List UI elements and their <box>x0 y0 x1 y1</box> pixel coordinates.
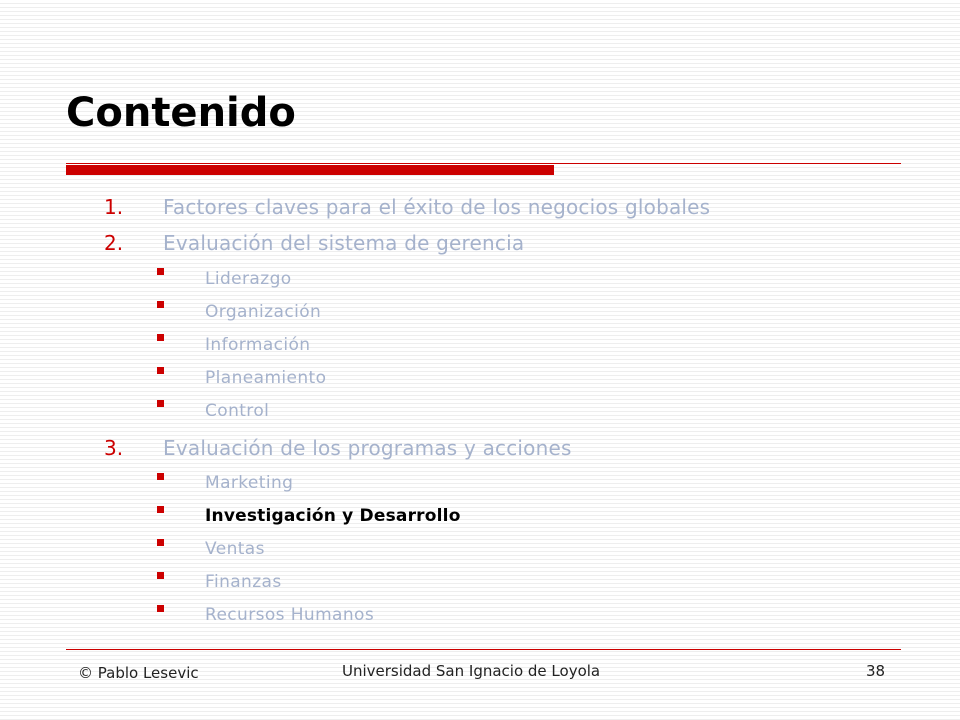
square-bullet-icon <box>157 506 164 513</box>
outline-item-text: Factores claves para el éxito de los negocios globales <box>163 195 711 219</box>
subitem-label: Finanzas <box>205 572 282 592</box>
footer-page-number: 38 <box>866 662 886 680</box>
square-bullet-icon <box>157 539 164 546</box>
subitem-label: Organización <box>205 302 322 322</box>
square-bullet-icon <box>157 400 164 407</box>
title-accent-bar <box>66 165 554 175</box>
square-bullet-icon <box>157 301 164 308</box>
subitem-label-active: Investigación y Desarrollo <box>205 506 461 526</box>
square-bullet-icon <box>157 334 164 341</box>
title-underline-rule <box>66 163 901 164</box>
subitem-label: Ventas <box>205 539 265 559</box>
footer-rule <box>66 649 901 650</box>
subitem-label: Control <box>205 401 270 421</box>
subitem-label: Marketing <box>205 473 294 493</box>
outline-item-text: Evaluación de los programas y acciones <box>163 436 572 460</box>
subitem-label: Planeamiento <box>205 368 327 388</box>
slide-title: Contenido <box>66 90 296 136</box>
subitem-label: Información <box>205 335 311 355</box>
square-bullet-icon <box>157 572 164 579</box>
outline-item-number: 1. <box>104 195 124 219</box>
outline-item-number: 2. <box>104 231 124 255</box>
outline-item-number: 3. <box>104 436 124 460</box>
square-bullet-icon <box>157 605 164 612</box>
footer-institution: Universidad San Ignacio de Loyola <box>342 662 601 680</box>
subitem-label: Recursos Humanos <box>205 605 375 625</box>
footer-author: © Pablo Lesevic <box>78 664 199 682</box>
outline-item-text: Evaluación del sistema de gerencia <box>163 231 525 255</box>
square-bullet-icon <box>157 473 164 480</box>
square-bullet-icon <box>157 268 164 275</box>
square-bullet-icon <box>157 367 164 374</box>
subitem-label: Liderazgo <box>205 269 292 289</box>
